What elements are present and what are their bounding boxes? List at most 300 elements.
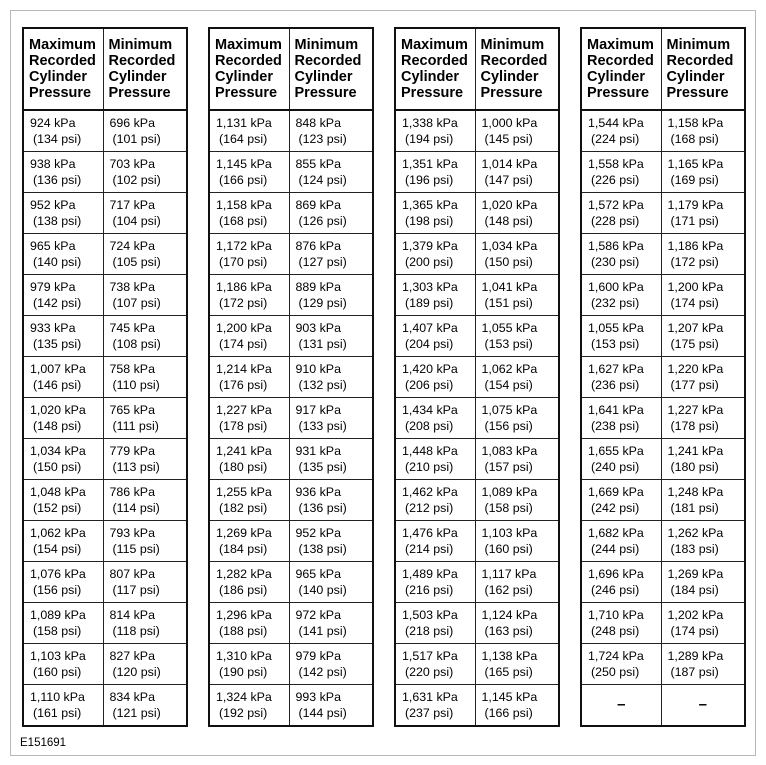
pressure-kpa: 1,627 kPa (588, 362, 644, 376)
pressure-psi: (240 psi) (591, 460, 640, 474)
table-row (581, 110, 745, 152)
pressure-psi: (157 psi) (484, 460, 533, 474)
pressure-psi: (158 psi) (33, 624, 82, 638)
table-row (23, 110, 187, 152)
pressure-kpa: 1,269 kPa (216, 526, 272, 540)
pressure-kpa: 1,631 kPa (402, 690, 458, 704)
pressure-psi: (117 psi) (112, 583, 160, 597)
pressure-psi: (121 psi) (112, 706, 161, 720)
minimum-pressure-cell (661, 480, 745, 521)
maximum-pressure-cell (209, 644, 289, 685)
pressure-kpa: 745 kPa (109, 321, 155, 335)
pressure-psi: (102 psi) (112, 173, 161, 187)
pressure-psi: (150 psi) (484, 255, 533, 269)
maximum-pressure-cell (209, 275, 289, 316)
maximum-pressure-cell (23, 480, 103, 521)
pressure-kpa: 1,296 kPa (216, 608, 272, 622)
minimum-pressure-cell (289, 357, 373, 398)
pressure-kpa: 952 kPa (295, 526, 341, 540)
pressure-kpa: 1,158 kPa (667, 116, 724, 130)
pressure-kpa: 1,220 kPa (667, 362, 724, 376)
pressure-kpa: 1,476 kPa (402, 526, 458, 540)
maximum-pressure-cell (395, 357, 475, 398)
pressure-kpa: 1,034 kPa (481, 239, 538, 253)
pressure-kpa: 1,007 kPa (30, 362, 86, 376)
pressure-kpa: 1,303 kPa (402, 280, 458, 294)
pressure-psi: (153 psi) (484, 337, 533, 351)
pressure-psi: (146 psi) (33, 378, 82, 392)
minimum-pressure-cell (103, 275, 187, 316)
minimum-pressure-cell (103, 480, 187, 521)
table-row (209, 193, 373, 234)
pressure-psi: (190 psi) (219, 665, 268, 679)
maximum-pressure-cell (581, 234, 661, 275)
pressure-kpa: 931 kPa (295, 444, 341, 458)
table-row (581, 480, 745, 521)
minimum-pressure-cell (103, 316, 187, 357)
pressure-kpa: 1,558 kPa (588, 157, 644, 171)
pressure-psi: (140 psi) (298, 583, 347, 597)
maximum-pressure-cell (395, 644, 475, 685)
maximum-pressure-cell (395, 398, 475, 439)
table-row (395, 316, 559, 357)
table-row (395, 562, 559, 603)
pressure-psi: (212 psi) (405, 501, 454, 515)
maximum-pressure-cell (581, 152, 661, 193)
minimum-pressure-cell (475, 193, 559, 234)
maximum-pressure-cell (209, 234, 289, 275)
pressure-kpa: 1,248 kPa (667, 485, 724, 499)
pressure-psi: (126 psi) (298, 214, 347, 228)
pressure-kpa: 758 kPa (109, 362, 155, 376)
maximum-pressure-cell (23, 685, 103, 727)
maximum-pressure-cell (581, 193, 661, 234)
table-row (209, 152, 373, 193)
minimum-pressure-cell (661, 316, 745, 357)
pressure-kpa: 1,041 kPa (481, 280, 538, 294)
pressure-kpa: 1,014 kPa (481, 157, 538, 171)
maximum-pressure-cell (395, 521, 475, 562)
table-row (23, 316, 187, 357)
pressure-kpa: 1,103 kPa (481, 526, 538, 540)
minimum-pressure-cell (661, 398, 745, 439)
table-row (209, 275, 373, 316)
pressure-kpa: 1,034 kPa (30, 444, 86, 458)
pressure-kpa: 1,641 kPa (588, 403, 644, 417)
pressure-psi: (135 psi) (33, 337, 82, 351)
pressure-kpa: 1,379 kPa (402, 239, 458, 253)
pressure-psi: (132 psi) (298, 378, 347, 392)
pressure-psi: (136 psi) (298, 501, 347, 515)
maximum-pressure-cell (581, 110, 661, 152)
pressure-kpa: 1,075 kPa (481, 403, 538, 417)
pressure-psi: (164 psi) (219, 132, 268, 146)
pressure-psi: (154 psi) (484, 378, 533, 392)
minimum-pressure-cell (475, 275, 559, 316)
pressure-table-2 (208, 27, 374, 727)
table-row (395, 644, 559, 685)
pressure-psi: (165 psi) (484, 665, 533, 679)
minimum-pressure-cell (661, 521, 745, 562)
pressure-kpa: 1,124 kPa (481, 608, 538, 622)
pressure-psi: (151 psi) (484, 296, 533, 310)
pressure-psi: (171 psi) (670, 214, 719, 228)
pressure-tables (22, 27, 746, 727)
pressure-kpa: 1,200 kPa (667, 280, 724, 294)
header-minimum-pressure: Minimum Recorded Cylinder Pressure (475, 28, 559, 110)
minimum-pressure-cell (103, 357, 187, 398)
pressure-psi: (170 psi) (219, 255, 268, 269)
pressure-kpa: 1,696 kPa (588, 567, 644, 581)
maximum-pressure-cell (581, 521, 661, 562)
pressure-kpa: 1,724 kPa (588, 649, 644, 663)
maximum-pressure-cell (395, 685, 475, 727)
minimum-pressure-cell (103, 644, 187, 685)
minimum-pressure-cell: – (661, 685, 745, 727)
pressure-psi: (232 psi) (591, 296, 640, 310)
pressure-kpa: 938 kPa (30, 157, 76, 171)
pressure-psi: (214 psi) (405, 542, 454, 556)
pressure-psi: (174 psi) (670, 296, 719, 310)
maximum-pressure-cell (395, 562, 475, 603)
pressure-psi: (160 psi) (484, 542, 533, 556)
pressure-psi: (180 psi) (670, 460, 719, 474)
pressure-psi: (127 psi) (298, 255, 347, 269)
pressure-kpa: 738 kPa (109, 280, 155, 294)
minimum-pressure-cell (289, 562, 373, 603)
maximum-pressure-cell (209, 521, 289, 562)
pressure-kpa: 1,110 kPa (30, 690, 85, 704)
minimum-pressure-cell (661, 603, 745, 644)
pressure-psi: (224 psi) (591, 132, 640, 146)
pressure-psi: (208 psi) (405, 419, 454, 433)
table-row (23, 480, 187, 521)
pressure-psi: (134 psi) (33, 132, 82, 146)
minimum-pressure-cell (103, 439, 187, 480)
pressure-psi: (120 psi) (112, 665, 161, 679)
pressure-kpa: 993 kPa (295, 690, 341, 704)
pressure-psi: (194 psi) (405, 132, 454, 146)
header-minimum-pressure: Minimum Recorded Cylinder Pressure (103, 28, 187, 110)
pressure-psi: (176 psi) (219, 378, 268, 392)
pressure-kpa: 1,586 kPa (588, 239, 644, 253)
pressure-psi: (186 psi) (219, 583, 268, 597)
figure-id: E151691 (20, 737, 67, 749)
table-row (23, 685, 187, 727)
maximum-pressure-cell (395, 316, 475, 357)
maximum-pressure-cell (209, 110, 289, 152)
pressure-kpa: 979 kPa (30, 280, 76, 294)
table-row (209, 357, 373, 398)
pressure-psi: (196 psi) (405, 173, 454, 187)
maximum-pressure-cell (395, 480, 475, 521)
maximum-pressure-cell (581, 603, 661, 644)
maximum-pressure-cell (209, 562, 289, 603)
pressure-psi: (138 psi) (33, 214, 82, 228)
pressure-kpa: 814 kPa (109, 608, 155, 622)
table-row (209, 644, 373, 685)
pressure-psi: (107 psi) (112, 296, 161, 310)
pressure-kpa: 1,710 kPa (588, 608, 644, 622)
pressure-kpa: 876 kPa (295, 239, 341, 253)
pressure-kpa: 1,682 kPa (588, 526, 644, 540)
pressure-kpa: 952 kPa (30, 198, 76, 212)
table-row (581, 562, 745, 603)
table-row (395, 480, 559, 521)
pressure-psi: (238 psi) (591, 419, 640, 433)
pressure-psi: (188 psi) (219, 624, 268, 638)
table-row (23, 603, 187, 644)
pressure-kpa: 1,572 kPa (588, 198, 644, 212)
maximum-pressure-cell (209, 398, 289, 439)
table-row (581, 521, 745, 562)
pressure-kpa: 724 kPa (109, 239, 155, 253)
pressure-kpa: 1,351 kPa (402, 157, 458, 171)
pressure-kpa: 910 kPa (295, 362, 341, 376)
maximum-pressure-cell (395, 152, 475, 193)
table-row (23, 193, 187, 234)
maximum-pressure-cell (581, 644, 661, 685)
pressure-kpa: 717 kPa (109, 198, 155, 212)
table-row (209, 439, 373, 480)
pressure-kpa: 1,448 kPa (402, 444, 458, 458)
maximum-pressure-cell (395, 603, 475, 644)
pressure-kpa: 1,600 kPa (588, 280, 644, 294)
pressure-psi: (210 psi) (405, 460, 454, 474)
table-row (395, 193, 559, 234)
maximum-pressure-cell (209, 152, 289, 193)
pressure-psi: (166 psi) (484, 706, 533, 720)
pressure-kpa: 889 kPa (295, 280, 341, 294)
minimum-pressure-cell (289, 234, 373, 275)
table-row (581, 152, 745, 193)
pressure-psi: (172 psi) (219, 296, 268, 310)
table-row (395, 521, 559, 562)
pressure-kpa: 965 kPa (30, 239, 76, 253)
pressure-kpa: 1,179 kPa (667, 198, 724, 212)
pressure-kpa: 1,489 kPa (402, 567, 458, 581)
pressure-kpa: 1,255 kPa (216, 485, 272, 499)
pressure-kpa: 1,241 kPa (667, 444, 724, 458)
pressure-psi: (101 psi) (112, 132, 161, 146)
table-row (581, 439, 745, 480)
table-row (209, 316, 373, 357)
maximum-pressure-cell (23, 234, 103, 275)
maximum-pressure-cell (581, 357, 661, 398)
minimum-pressure-cell (661, 275, 745, 316)
maximum-pressure-cell (395, 193, 475, 234)
minimum-pressure-cell (289, 439, 373, 480)
maximum-pressure-cell (395, 110, 475, 152)
minimum-pressure-cell (289, 644, 373, 685)
minimum-pressure-cell (475, 152, 559, 193)
minimum-pressure-cell (661, 193, 745, 234)
pressure-kpa: 855 kPa (295, 157, 341, 171)
pressure-psi: (150 psi) (33, 460, 82, 474)
pressure-psi: (248 psi) (591, 624, 640, 638)
table-row (581, 275, 745, 316)
pressure-psi: (178 psi) (670, 419, 719, 433)
header-maximum-pressure: Maximum Recorded Cylinder Pressure (395, 28, 475, 110)
pressure-psi: (142 psi) (298, 665, 347, 679)
pressure-kpa: 848 kPa (295, 116, 341, 130)
maximum-pressure-cell (23, 562, 103, 603)
minimum-pressure-cell (661, 439, 745, 480)
pressure-kpa: 1,131 kPa (216, 116, 272, 130)
maximum-pressure-cell (581, 275, 661, 316)
minimum-pressure-cell (289, 521, 373, 562)
pressure-kpa: 1,517 kPa (402, 649, 458, 663)
pressure-psi: (144 psi) (298, 706, 347, 720)
pressure-table-3 (394, 27, 560, 727)
pressure-kpa: 1,089 kPa (30, 608, 86, 622)
pressure-kpa: 1,062 kPa (481, 362, 538, 376)
table-row (581, 316, 745, 357)
minimum-pressure-cell (661, 234, 745, 275)
pressure-kpa: 917 kPa (295, 403, 341, 417)
pressure-psi: (168 psi) (670, 132, 719, 146)
pressure-psi: (226 psi) (591, 173, 640, 187)
pressure-kpa: 703 kPa (109, 157, 155, 171)
table-row (209, 398, 373, 439)
pressure-psi: (204 psi) (405, 337, 454, 351)
pressure-psi: (110 psi) (112, 378, 160, 392)
minimum-pressure-cell (289, 110, 373, 152)
pressure-kpa: 1,083 kPa (481, 444, 538, 458)
pressure-kpa: 696 kPa (109, 116, 155, 130)
pressure-kpa: 1,089 kPa (481, 485, 538, 499)
minimum-pressure-cell (289, 685, 373, 727)
minimum-pressure-cell (103, 110, 187, 152)
table-row (395, 398, 559, 439)
pressure-psi: (156 psi) (484, 419, 533, 433)
pressure-psi: (183 psi) (670, 542, 719, 556)
pressure-psi: (160 psi) (33, 665, 82, 679)
pressure-kpa: 793 kPa (109, 526, 155, 540)
minimum-pressure-cell (475, 398, 559, 439)
pressure-kpa: 1,138 kPa (481, 649, 538, 663)
pressure-psi: (184 psi) (219, 542, 268, 556)
pressure-psi: (174 psi) (219, 337, 268, 351)
table-row (395, 234, 559, 275)
table-body (209, 110, 373, 726)
pressure-kpa: 1,241 kPa (216, 444, 272, 458)
pressure-psi: (114 psi) (112, 501, 160, 515)
pressure-psi: (236 psi) (591, 378, 640, 392)
maximum-pressure-cell (23, 644, 103, 685)
header-minimum-pressure: Minimum Recorded Cylinder Pressure (289, 28, 373, 110)
pressure-psi: (148 psi) (33, 419, 82, 433)
pressure-psi: (187 psi) (670, 665, 719, 679)
pressure-psi: (244 psi) (591, 542, 640, 556)
pressure-psi: (175 psi) (670, 337, 719, 351)
table-row (209, 480, 373, 521)
pressure-psi: (145 psi) (484, 132, 533, 146)
pressure-table-1 (22, 27, 188, 727)
minimum-pressure-cell (661, 152, 745, 193)
pressure-psi: (162 psi) (484, 583, 533, 597)
pressure-kpa: 827 kPa (109, 649, 155, 663)
pressure-kpa: 1,420 kPa (402, 362, 458, 376)
table-row (581, 603, 745, 644)
minimum-pressure-cell (661, 562, 745, 603)
pressure-psi: (104 psi) (112, 214, 161, 228)
pressure-kpa: 1,282 kPa (216, 567, 272, 581)
minimum-pressure-cell (289, 193, 373, 234)
pressure-kpa: 1,055 kPa (481, 321, 538, 335)
minimum-pressure-cell (475, 521, 559, 562)
pressure-psi: (242 psi) (591, 501, 640, 515)
table-row (209, 234, 373, 275)
pressure-psi: (246 psi) (591, 583, 640, 597)
pressure-kpa: 1,324 kPa (216, 690, 272, 704)
pressure-table-4 (580, 27, 746, 727)
pressure-psi: (192 psi) (219, 706, 268, 720)
pressure-kpa: 965 kPa (295, 567, 341, 581)
pressure-kpa: 1,076 kPa (30, 567, 86, 581)
pressure-kpa: 979 kPa (295, 649, 341, 663)
pressure-psi: (111 psi) (112, 419, 159, 433)
minimum-pressure-cell (661, 357, 745, 398)
minimum-pressure-cell (475, 316, 559, 357)
pressure-psi: (136 psi) (33, 173, 82, 187)
minimum-pressure-cell (103, 152, 187, 193)
pressure-kpa: 903 kPa (295, 321, 341, 335)
pressure-psi: (177 psi) (670, 378, 719, 392)
pressure-kpa: 1,262 kPa (667, 526, 724, 540)
pressure-kpa: 1,227 kPa (667, 403, 724, 417)
pressure-psi: (237 psi) (405, 706, 454, 720)
pressure-kpa: 1,020 kPa (481, 198, 538, 212)
minimum-pressure-cell (289, 398, 373, 439)
maximum-pressure-cell (23, 439, 103, 480)
table-body (581, 110, 745, 726)
maximum-pressure-cell (395, 234, 475, 275)
minimum-pressure-cell (103, 562, 187, 603)
pressure-kpa: 1,055 kPa (588, 321, 644, 335)
pressure-kpa: 765 kPa (109, 403, 155, 417)
pressure-psi: (153 psi) (591, 337, 640, 351)
pressure-psi: (115 psi) (112, 542, 160, 556)
minimum-pressure-cell (103, 398, 187, 439)
pressure-psi: (124 psi) (298, 173, 347, 187)
pressure-kpa: 1,289 kPa (667, 649, 724, 663)
pressure-kpa: 1,172 kPa (216, 239, 272, 253)
maximum-pressure-cell (23, 603, 103, 644)
pressure-psi: (123 psi) (298, 132, 347, 146)
minimum-pressure-cell (475, 357, 559, 398)
header-maximum-pressure: Maximum Recorded Cylinder Pressure (581, 28, 661, 110)
minimum-pressure-cell (475, 685, 559, 727)
pressure-psi: (133 psi) (298, 419, 347, 433)
pressure-psi: (147 psi) (484, 173, 533, 187)
maximum-pressure-cell (23, 357, 103, 398)
maximum-pressure-cell (209, 685, 289, 727)
pressure-kpa: 1,310 kPa (216, 649, 272, 663)
table-row (23, 152, 187, 193)
pressure-kpa: 1,048 kPa (30, 485, 86, 499)
maximum-pressure-cell (581, 562, 661, 603)
pressure-psi: (230 psi) (591, 255, 640, 269)
table-row (581, 398, 745, 439)
table-row (395, 152, 559, 193)
maximum-pressure-cell (395, 439, 475, 480)
pressure-psi: (189 psi) (405, 296, 454, 310)
table-row (209, 110, 373, 152)
maximum-pressure-cell (581, 316, 661, 357)
pressure-kpa: 1,000 kPa (481, 116, 538, 130)
minimum-pressure-cell (289, 480, 373, 521)
